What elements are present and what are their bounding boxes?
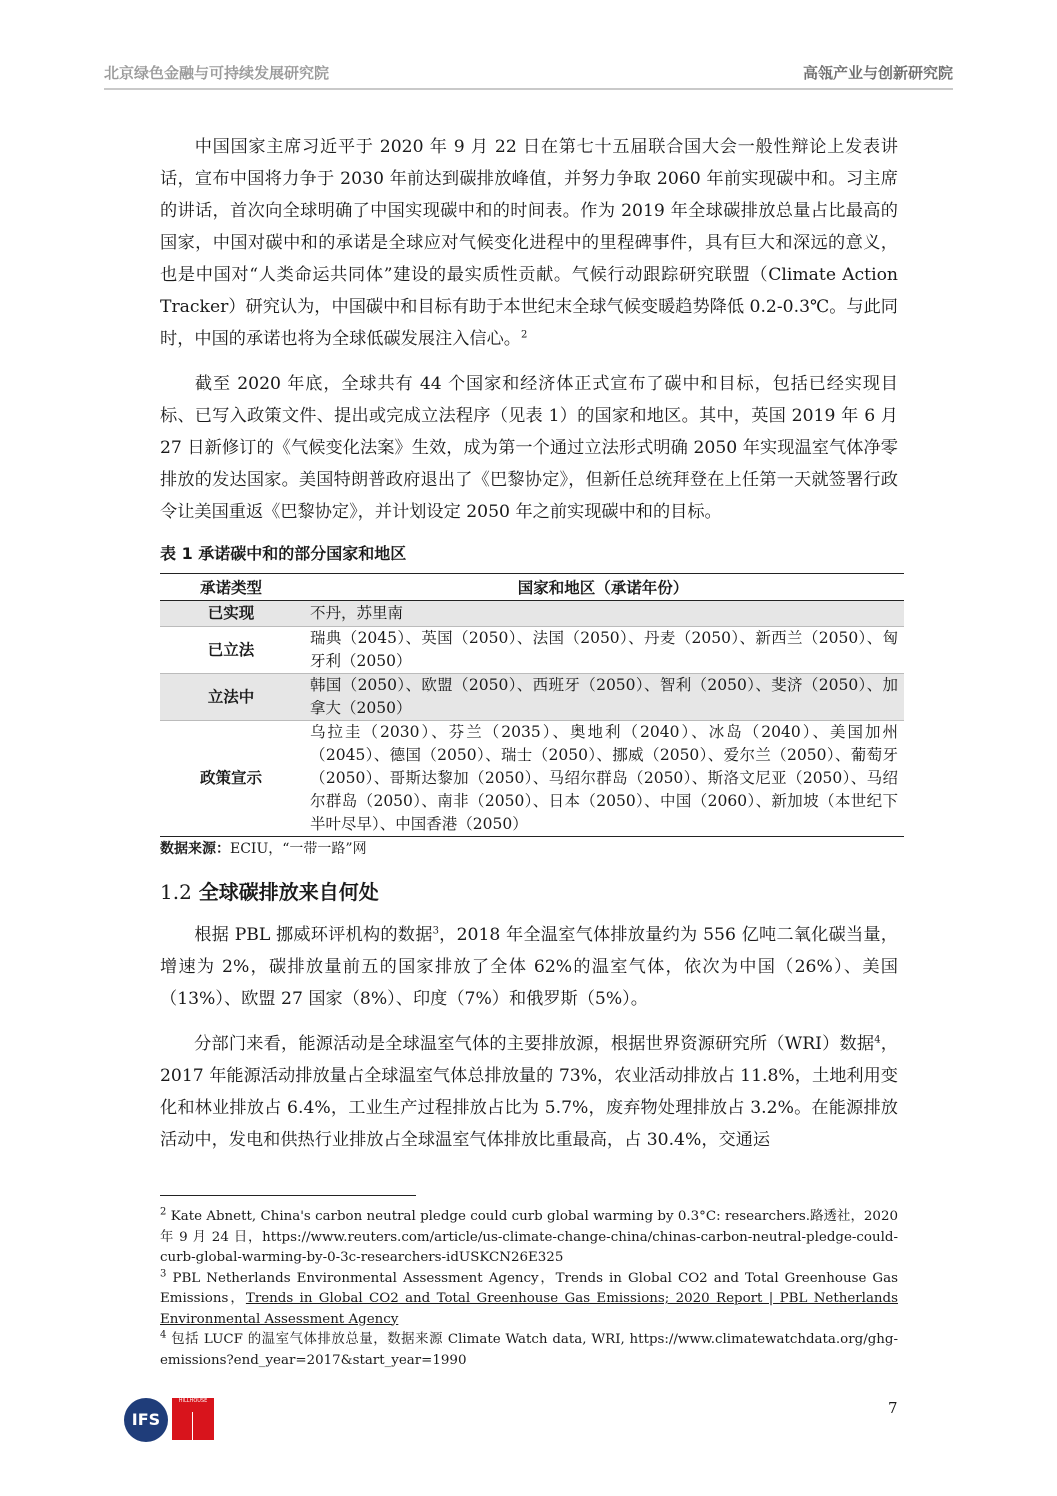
- table-cell-type: 立法中: [160, 674, 302, 721]
- paragraph-emissions-by-country: [160, 919, 898, 1015]
- footnote-number: 4: [160, 1329, 167, 1341]
- footnote-ref: 4: [874, 1034, 881, 1046]
- table-header-type: 承诺类型: [160, 574, 302, 601]
- page-header: [104, 58, 953, 90]
- footnote-link[interactable]: Trends in Global CO2 and Total Greenhouse Gas Emissions; 2020 Report | PBL Netherlands Environmental Assessment Agency: [160, 1291, 899, 1327]
- paragraph-text: 中国国家主席习近平于 2020 年 9 月 22 日在第七十五届联合国大会一般性辩论上发表讲话，宣布中国将力争于 2030 年前达到碳排放峰值，并努力争取 2060 年前实现碳中和。习主席的讲话，首次向全球明确了中国实现碳中和的时间表。作为 2019 年全球碳排放总量占比最高的国家，中国对碳中和的承诺是全球应对气候变化进程中的里程碑事件，具有巨大和深远的意义，也是中国对“人类命运共同体”建设的最实质性贡献。气候行动跟踪研究联盟（Climate Action Tracker）研究认为，中国碳中和目标有助于本世纪末全球气候变暖趋势降低 0.2-0.3℃。与此同时，中国的承诺也将为全球低碳发展注入信心。: [160, 137, 898, 349]
- table-cell-countries: 不丹，苏里南: [302, 601, 904, 627]
- footnote-number: 3: [160, 1268, 167, 1280]
- ifs-logo: IFS: [124, 1398, 168, 1442]
- table-row: [160, 721, 904, 837]
- hillhouse-logo-bar: [192, 1412, 193, 1440]
- table-row: [160, 674, 904, 721]
- table-cell-countries: 韩国（2050）、欧盟（2050）、西班牙（2050）、智利（2050）、斐济（2050）、加拿大（2050）: [302, 674, 904, 721]
- footnotes: [160, 1207, 898, 1371]
- section-heading: [160, 876, 379, 905]
- hillhouse-logo-text: HILLHOUSE: [178, 1398, 208, 1404]
- table-cell-countries: 瑞典（2045）、英国（2050）、法国（2050）、丹麦（2050）、新西兰（2050）、匈牙利（2050）: [302, 627, 904, 674]
- hillhouse-logo: [172, 1398, 214, 1440]
- table-row: [160, 601, 904, 627]
- source-text: ECIU，“一带一路”网: [230, 841, 367, 857]
- footnote-3: [160, 1269, 898, 1331]
- table-row: [160, 627, 904, 674]
- table-cell-countries: 乌拉圭（2030）、芬兰（2035）、奥地利（2040）、冰岛（2040）、美国加州（2045）、德国（2050）、瑞士（2050）、挪威（2050）、爱尔兰（2050）、葡萄牙（2050）、哥斯达黎加（2050）、马绍尔群岛（2050）、斯洛文尼亚（2050）、马绍尔群岛（2050）、南非（2050）、日本（2050）、中国（2060）、新加坡（本世纪下半叶尽早）、中国香港（2050）: [302, 721, 904, 837]
- paragraph-text: 根据 PBL 挪威环评机构的数据: [194, 925, 433, 945]
- footnote-4: [160, 1330, 898, 1371]
- footnote-text: Kate Abnett, China's carbon neutral pledge could curb global warming by 0.3°C: researchers.路透社，2020 年 9 月 24 日，https://www.reuters.com/article/us-climate-change-china/chinas-carbon-neutral-pledge-could-curb-global-warming-by-0-3c-researchers-idUSKCN26E325: [160, 1209, 898, 1265]
- page-number: 7: [888, 1399, 898, 1417]
- source-label: 数据来源：: [160, 841, 230, 857]
- paragraph-china-pledge: [160, 131, 898, 355]
- paragraph-text: 截至 2020 年底，全球共有 44 个国家和经济体正式宣布了碳中和目标，包括已经实现目标、已写入政策文件、提出或完成立法程序（见表 1）的国家和地区。其中，英国 2019 年 6 月 27 日新修订的《气候变化法案》生效，成为第一个通过立法形式明确 2050 年实现温室气体净零排放的发达国家。美国特朗普政府退出了《巴黎协定》，但新任总统拜登在上任第一天就签署行政令让美国重返《巴黎协定》，并计划设定 2050 年之前实现碳中和的目标。: [160, 374, 898, 522]
- table-header-row: [160, 574, 904, 601]
- footnote-text: 包括 LUCF 的温室气体排放总量，数据来源 Climate Watch data, WRI, https://www.climatewatchdata.org/ghg-emissions?end_year=2017&start_year=1990: [160, 1332, 898, 1368]
- footnote-text: PBL Netherlands Environmental Assessment Agency，Trends in Global CO2 and Total Greenhouse Gas Emissions，: [160, 1270, 898, 1306]
- table-header-countries: 国家和地区（承诺年份）: [302, 574, 904, 601]
- carbon-neutral-table: [160, 573, 904, 837]
- paragraph-text-cont: ，2018 年全温室气体排放量约为 556 亿吨二氧化碳当量，增速为 2%，碳排放量前五的国家排放了全体 62%的温室气体，依次为中国（26%）、美国（13%）、欧盟 27 国家（8%）、印度（7%）和俄罗斯（5%）。: [160, 925, 898, 1009]
- footnote-ref: 3: [432, 925, 439, 937]
- paragraph-text: 分部门来看，能源活动是全球温室气体的主要排放源，根据世界资源研究所（WRI）数据: [194, 1034, 875, 1054]
- section-title: 全球碳排放来自何处: [198, 880, 379, 904]
- footnote-divider: [160, 1195, 416, 1196]
- paragraph-emissions-by-sector: [160, 1028, 898, 1156]
- table-cell-type: 已立法: [160, 627, 302, 674]
- table-cell-type: 政策宣示: [160, 721, 302, 837]
- header-right-org: 高瓴产业与创新研究院: [802, 64, 953, 82]
- section-number: 1.2: [160, 880, 192, 904]
- table-cell-type: 已实现: [160, 601, 302, 627]
- footnote-ref: 2: [520, 329, 528, 341]
- paragraph-global-status: [160, 368, 898, 528]
- footnote-number: 2: [160, 1206, 167, 1218]
- table-source: [160, 838, 367, 858]
- header-left-org: 北京绿色金融与可持续发展研究院: [104, 64, 330, 82]
- table-title: 表 1 承诺碳中和的部分国家和地区: [160, 544, 407, 563]
- footnote-2: [160, 1207, 898, 1269]
- paragraph-text-cont: ，2017 年能源活动排放量占全球温室气体总排放量的 73%，农业活动排放占 11.8%，土地利用变化和林业排放占 6.4%，工业生产过程排放占比为 5.7%，废弃物处理排放占 3.2%。在能源排放活动中，发电和供热行业排放占全球温室气体排放比重最高，占 30.4%，交通运: [160, 1034, 898, 1150]
